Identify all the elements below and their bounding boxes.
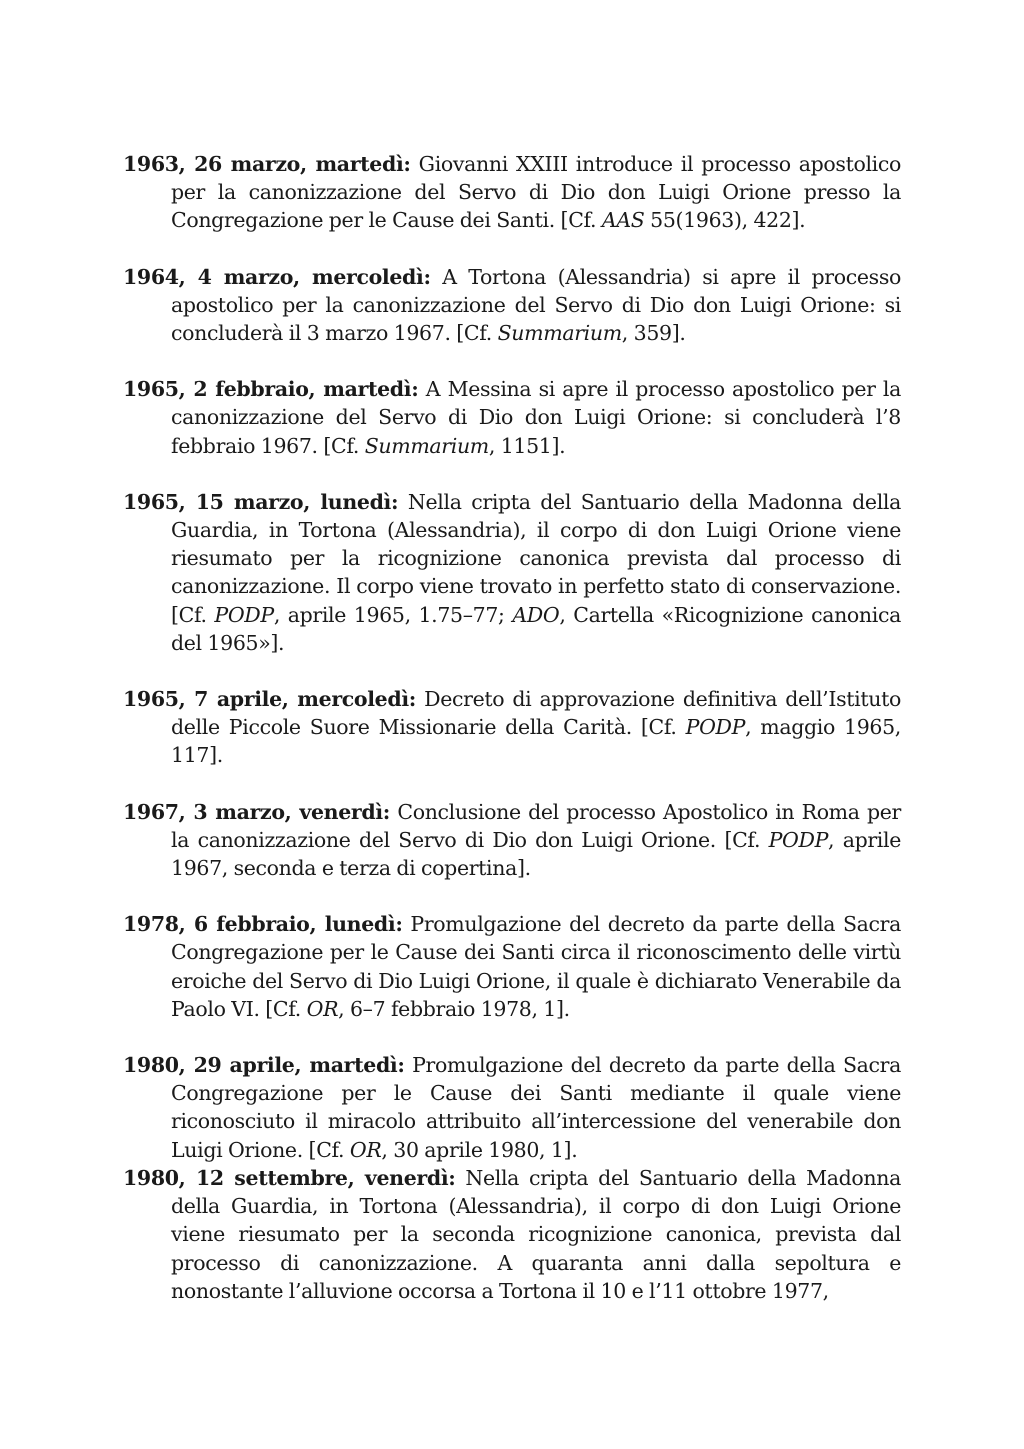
entry-date: 1964, 4 marzo, mercoledì: (123, 264, 431, 289)
entry-text: , 30 aprile 1980, 1]. (381, 1137, 578, 1162)
entry-date: 1963, 26 marzo, martedì: (123, 152, 411, 176)
entry-text: , maggio 1965, 117]. (171, 715, 901, 768)
chronology-entry (123, 488, 901, 657)
entry-text: Decreto di approvazione definitiva dell’Istituto delle Piccole Suore Missionarie della Carità. [Cf. (171, 687, 901, 740)
entry-reference-italic: Summarium (364, 433, 489, 458)
entry-text: A Tortona (Alessandria) si apre il processo apostolico per la canonizzazione del Servo di Dio don Luigi Orione: si concluderà il 3 marzo 1967. [Cf. (171, 264, 901, 346)
chronology-entry (123, 263, 901, 348)
entry-date: 1978, 6 febbraio, lunedì: (123, 912, 403, 937)
entry-text: Nella cripta del Santuario della Madonna della Guardia, in Tortona (Alessandria), il corpo di don Luigi Orione viene riesumato per la ricognizione canonica prevista dal processo di canonizzazione. Il corpo viene trovato in perfetto stato di conservazione. [Cf. (171, 489, 901, 627)
entry-text: 55(1963), 422]. (644, 208, 806, 233)
entry-date: 1965, 7 aprile, mercoledì: (123, 687, 417, 712)
chronology-entry (123, 685, 901, 770)
entry-date: 1980, 12 settembre, venerdì: (123, 1165, 456, 1190)
entry-reference-italic: ADO (512, 602, 560, 627)
entry-text: , 359]. (621, 321, 686, 346)
entry-reference-italic: PODP (685, 715, 746, 740)
chronology-entry (123, 375, 901, 460)
entry-reference-italic: OR (306, 996, 339, 1021)
entry-text: , aprile 1965, 1.75–77; (273, 602, 513, 627)
chronology-entry (123, 910, 901, 1023)
entry-reference-italic: PODP (214, 602, 274, 627)
entry-text: , aprile 1967, seconda e terza di copertina]. (171, 827, 901, 881)
entry-text: , Cartella «Ricognizione canonica del 1965»]. (171, 602, 901, 655)
entry-reference-italic: OR (349, 1137, 382, 1162)
chronology-entry (123, 1051, 901, 1164)
entry-date: 1980, 29 aprile, martedì: (123, 1053, 405, 1078)
chronology-entry (123, 798, 901, 883)
entry-text: Giovanni XXIII introduce il processo apostolico per la canonizzazione del Servo di Dio don Luigi Orione presso la Congregazione per le Cause dei Santi. [Cf. (171, 152, 901, 233)
entry-text: Nella cripta del Santuario della Madonna della Guardia, in Tortona (Alessandria), il corpo di don Luigi Orione viene riesumato per la seconda ricognizione canonica, prevista dal processo di canonizzazione. A quaranta anni dalla sepoltura e nonostante l’alluvione occorsa a Tortona il 10 e l’11 ottobre 1977, (171, 1165, 902, 1303)
document-page (123, 150, 901, 1333)
entry-date: 1967, 3 marzo, venerdì: (123, 799, 391, 824)
entry-text: Promulgazione del decreto da parte della Sacra Congregazione per le Cause dei Santi circa il riconoscimento delle virtù eroiche del Servo di Dio Luigi Orione, il quale è dichiarato Venerabile da Paolo VI. [Cf. (171, 912, 901, 1021)
chronology-entry (123, 1164, 901, 1305)
entry-text: , 1151]. (488, 433, 566, 458)
entry-text: , 6–7 febbraio 1978, 1]. (338, 996, 570, 1021)
entry-reference-italic: AAS (601, 208, 645, 233)
entry-reference-italic: Summarium (497, 321, 622, 346)
entry-text: A Messina si apre il processo apostolico per la canonizzazione del Servo di Dio don Luigi Orione: si concluderà l’8 febbraio 1967. [Cf. (171, 377, 901, 458)
entry-text: Conclusione del processo Apostolico in Roma per la canonizzazione del Servo di Dio don Luigi Orione. [Cf. (171, 799, 902, 852)
entry-reference-italic: PODP (768, 827, 829, 852)
chronology-entry (123, 150, 901, 235)
entry-date: 1965, 2 febbraio, martedì: (123, 377, 419, 402)
entry-date: 1965, 15 marzo, lunedì: (123, 489, 399, 514)
entry-text: Promulgazione del decreto da parte della Sacra Congregazione per le Cause dei Santi mediante il quale viene riconosciuto il miracolo attribuito all’intercessione del venerabile don Luigi Orione. [Cf. (171, 1053, 902, 1162)
